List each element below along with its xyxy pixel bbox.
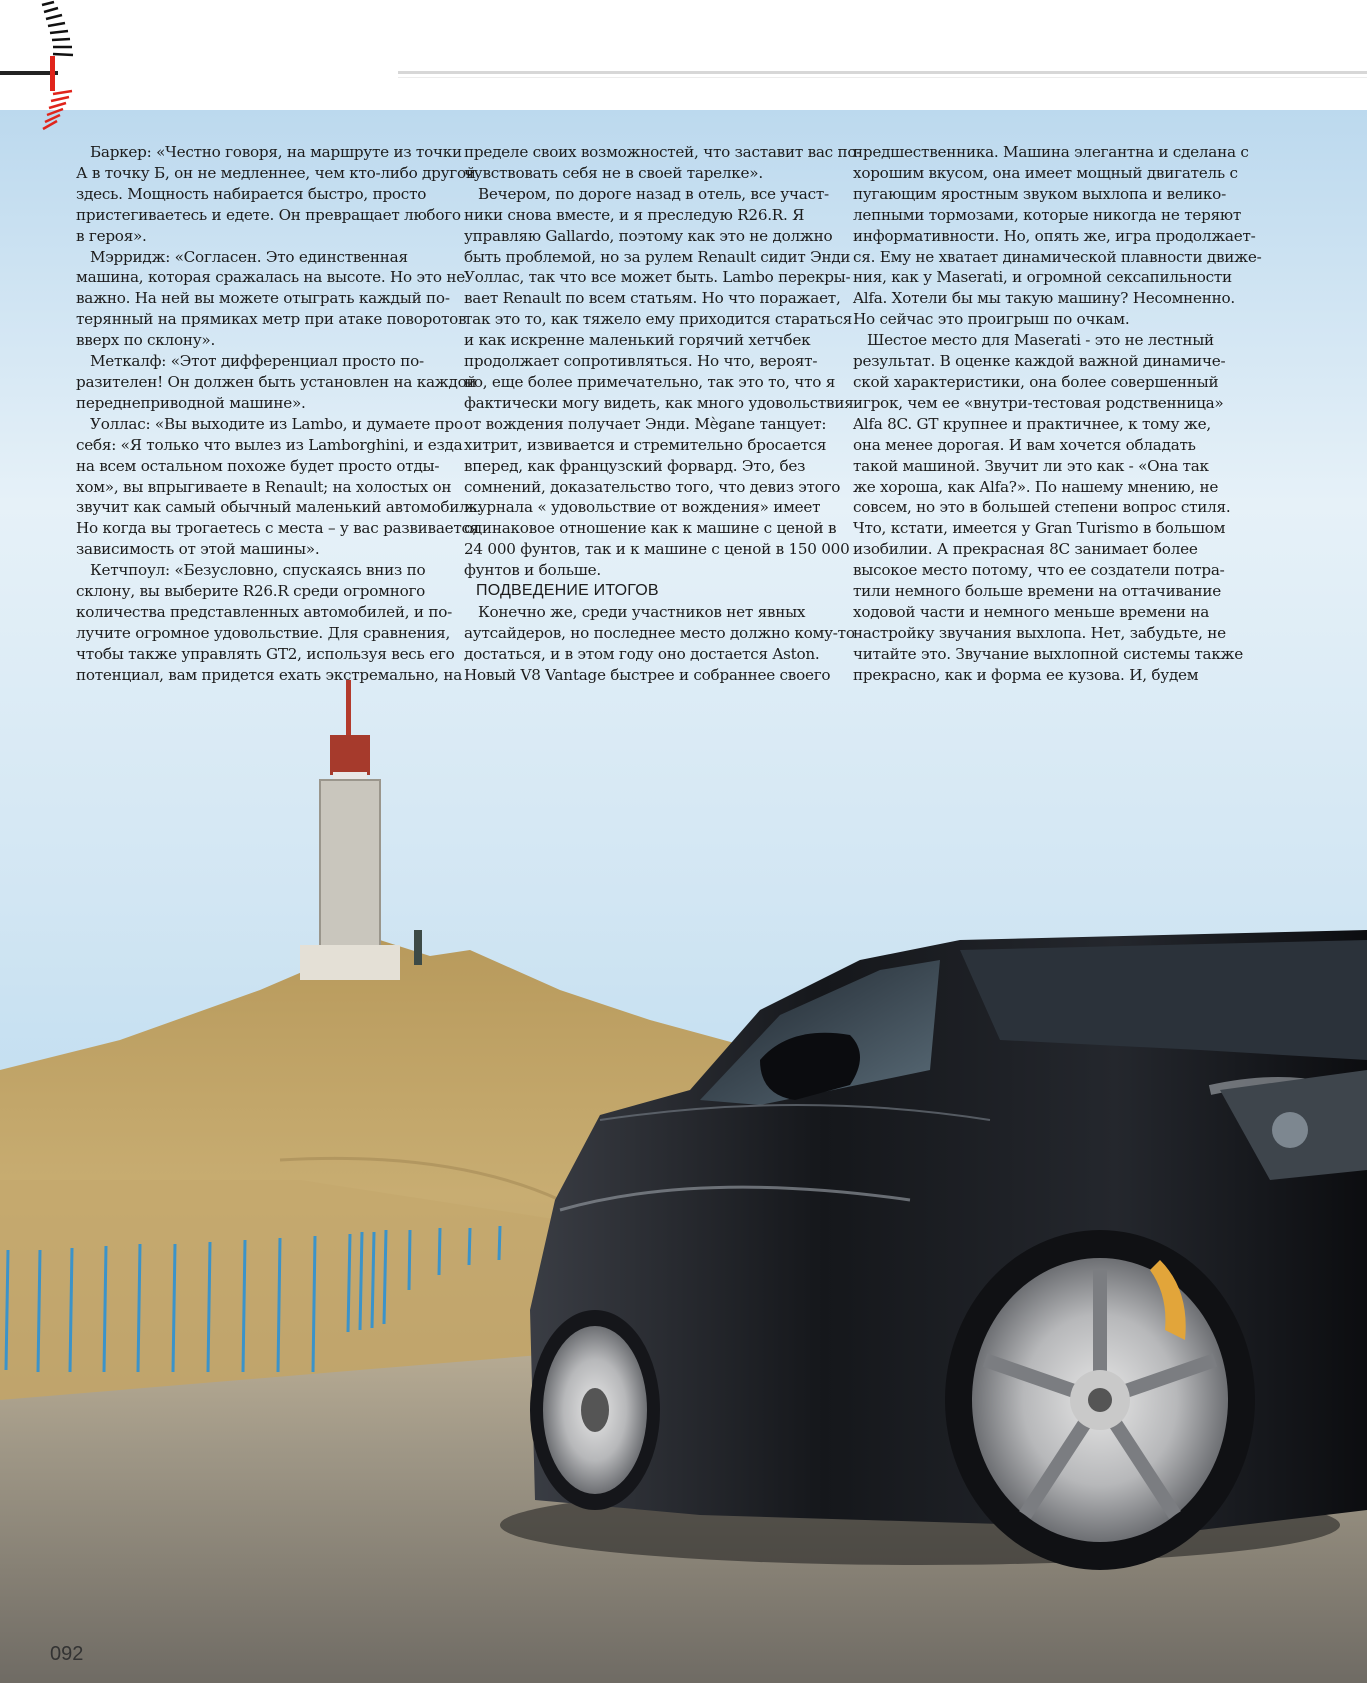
text-line: но, еще более примечательно, так это то, что я: [464, 372, 836, 391]
text-line: Новый V8 Vantage быстрее и собраннее своего: [464, 665, 831, 684]
text-line: Кетчпоул: «Безусловно, спускаясь вниз по: [90, 561, 426, 580]
text-column-1: [76, 142, 482, 686]
text-line: ники снова вместе, и я преследую R26.R. Я: [464, 205, 805, 224]
text-line: предшественника. Машина элегантна и сделана с: [853, 143, 1249, 161]
text-line: высокое место потому, что ее создатели потра-: [853, 561, 1225, 580]
text-line: Уоллас, так что все может быть. Lambo перекры-: [464, 268, 851, 287]
text-line: журнала « удовольствие от вождения» имеет: [464, 498, 821, 517]
text-line: читайте это. Звучание выхлопной системы также: [853, 644, 1244, 663]
text-line: фунтов и больше.: [464, 561, 601, 580]
text-line: прекрасно, как и форма ее кузова. И, будем: [853, 665, 1199, 684]
text-line: лепными тормозами, которые никогда не теряют: [853, 205, 1242, 224]
text-line: здесь. Мощность набирается быстро, просто: [76, 184, 427, 203]
text-line: лучите огромное удовольствие. Для сравнения,: [76, 623, 451, 642]
text-line: чтобы также управлять GT2, используя весь его: [76, 644, 455, 663]
text-column-3: [853, 142, 1262, 686]
text-line: переднеприводной машине».: [76, 393, 306, 412]
text-line: хом», вы впрыгиваете в Renault; на холостых он: [76, 477, 452, 496]
text-line: сомнений, доказательство того, что девиз этого: [464, 477, 841, 496]
text-line: 24 000 фунтов, так и к машине с ценой в 150 000: [464, 540, 850, 559]
text-line: быть проблемой, но за рулем Renault сидит Энди: [464, 247, 851, 266]
text-line: ния, как у Maserati, и огромной сексапильности: [853, 268, 1232, 287]
text-line: важно. На ней вы можете отыграть каждый по-: [76, 289, 450, 308]
text-line: А в точку Б, он не медленнее, чем кто-либо другой: [76, 163, 476, 182]
text-line: Конечно же, среди участников нет явных: [478, 602, 806, 621]
text-line: чувствовать себя не в своей тарелке».: [464, 163, 763, 182]
text-line: одинаковое отношение как к машине с ценой в: [464, 519, 837, 538]
text-line: потенциал, вам придется ехать экстремально, на: [76, 665, 463, 684]
text-line: разителен! Он должен быть установлен на каждой: [76, 372, 477, 391]
header-rule-right: [398, 71, 1367, 74]
text-line: управляю Gallardo, поэтому как это не должно: [464, 226, 833, 245]
text-line: терянный на прямиках метр при атаке поворотов: [76, 310, 467, 329]
text-line: тили немного больше времени на оттачивание: [853, 582, 1222, 601]
text-line: хитрит, извивается и стремительно бросается: [464, 435, 827, 454]
text-line: Шестое место для Maserati - это не лестный: [867, 331, 1214, 350]
text-line: пристегиваетесь и едете. Он превращает любого: [76, 205, 461, 224]
text-line: продолжает сопротивляться. Но что, вероят-: [464, 352, 818, 371]
text-line: хорошим вкусом, она имеет мощный двигатель с: [853, 163, 1238, 182]
page-number: 092: [50, 1643, 84, 1665]
text-line: так это то, как тяжело ему приходится стараться: [464, 310, 853, 329]
page-header: [0, 0, 1367, 110]
text-line: аутсайдеров, но последнее место должно кому-то: [464, 623, 855, 642]
text-line: Мэрридж: «Согласен. Это единственная: [90, 247, 408, 266]
text-line: Баркер: «Честно говоря, на маршруте из точки: [90, 143, 462, 161]
text-line: склону, вы выберите R26.R среди огромного: [76, 582, 426, 601]
text-line: вперед, как французский форвард. Это, без: [464, 456, 806, 475]
text-line: пугающим яростным звуком выхлопа и велико-: [853, 184, 1226, 203]
text-line: Вечером, по дороге назад в отель, все участ-: [478, 184, 829, 203]
text-line: она менее дорогая. И вам хочется обладать: [853, 435, 1196, 454]
text-line: совсем, но это в большей степени вопрос стиля.: [853, 498, 1231, 517]
text-line: ходовой части и немного меньше времени на: [853, 602, 1210, 621]
text-line: Уоллас: «Вы выходите из Lambo, и думаете про: [90, 414, 463, 433]
text-line: Но сейчас это проигрыш по очкам.: [853, 310, 1130, 329]
text-line: вверх по склону».: [76, 331, 216, 350]
speedometer-icon: [28, 0, 108, 140]
text-line: машина, которая сражалась на высоте. Но это не: [76, 268, 465, 287]
text-line: количества представленных автомобилей, и по-: [76, 602, 452, 621]
text-line: Alfa 8C. GT крупнее и практичнее, к тому же,: [853, 414, 1211, 433]
text-line: же хороша, как Alfa?». По нашему мнению, не: [853, 477, 1219, 496]
text-line: Но когда вы трогаетесь с места – у вас развивается: [76, 519, 480, 538]
text-line: информативности. Но, опять же, игра продолжает-: [853, 226, 1256, 245]
text-line: в героя».: [76, 226, 147, 245]
text-line: зависимость от этой машины».: [76, 540, 320, 559]
text-line: Меткалф: «Этот дифференциал просто по-: [90, 352, 424, 371]
section-subheading: ПОДВЕДЕНИЕ ИТОГОВ: [476, 582, 659, 600]
text-line: изобилии. А прекрасная 8С занимает более: [853, 540, 1198, 559]
text-line: фактически могу видеть, как много удовольствия: [464, 393, 854, 412]
text-line: достаться, и в этом году оно достается Aston.: [464, 644, 820, 663]
text-line: Что, кстати, имеется у Gran Turismo в большом: [853, 519, 1226, 538]
text-line: звучит как самый обычный маленький автомобиль.: [76, 498, 482, 517]
text-line: настройку звучания выхлопа. Нет, забудьте, не: [853, 623, 1226, 642]
text-line: от вождения получает Энди. Mègane танцует:: [464, 414, 827, 433]
text-line: себя: «Я только что вылез из Lamborghini, и езда: [76, 435, 463, 454]
header-rule-right-thin: [398, 77, 1367, 78]
text-line: вает Renault по всем статьям. Но что поражает,: [464, 289, 841, 308]
text-line: результат. В оценке каждой важной динамиче-: [853, 352, 1226, 371]
text-line: игрок, чем ее «внутри-тестовая родственница»: [853, 393, 1224, 412]
text-line: пределе своих возможностей, что заставит вас по-: [464, 143, 862, 161]
text-line: Alfa. Хотели бы мы такую машину? Несомненно.: [853, 289, 1235, 308]
text-line: ской характеристики, она более совершенный: [853, 372, 1219, 391]
text-line: такой машиной. Звучит ли это как - «Она так: [853, 456, 1209, 475]
text-column-2: [464, 142, 862, 686]
text-line: на всем остальном похоже будет просто отды-: [76, 456, 440, 475]
text-line: ся. Ему не хватает динамической плавности движе-: [853, 247, 1262, 266]
text-line: и как искренне маленький горячий хетчбек: [464, 331, 811, 350]
